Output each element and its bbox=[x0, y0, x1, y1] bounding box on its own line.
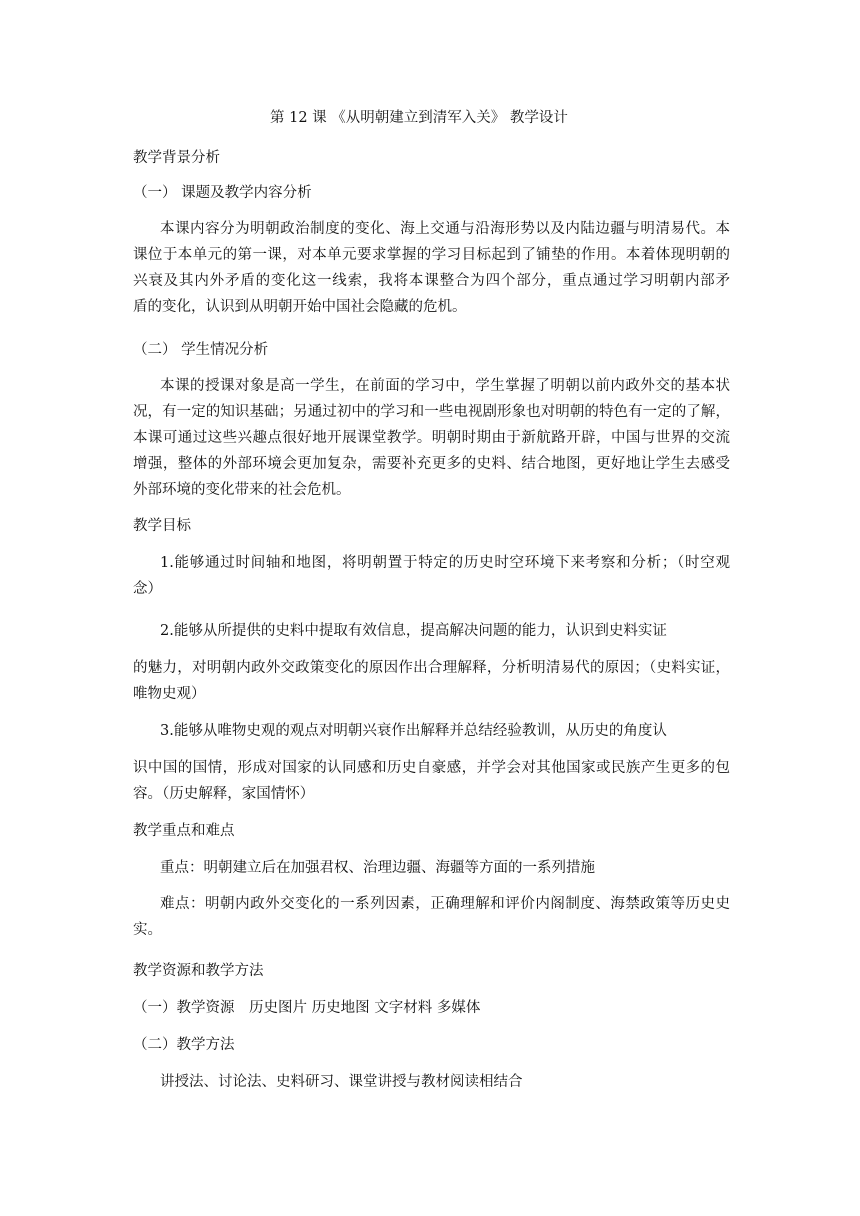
document-title: 第 12 课 《从明朝建立到清军入关》 教学设计 bbox=[270, 110, 568, 126]
paragraph-line: 增强，整体的外部环境会更加复杂，需要补充更多的史料、结合地图，更好地让学生去感受 bbox=[133, 456, 730, 472]
paragraph-line: 本课内容分为明朝政治制度的变化、海上交通与沿海形势以及内陆边疆与明清易代。本 bbox=[160, 221, 730, 237]
heading-background: 教学背景分析 bbox=[133, 150, 220, 166]
resources-line: （一）教学资源 历史图片 历史地图 文字材料 多媒体 bbox=[133, 1000, 481, 1016]
goal-3-line: 3.能够从唯物史观的观点对明朝兴衰作出解释并总结经验教训，从历史的角度认 bbox=[160, 723, 667, 739]
subheading-student-analysis: （二） 学生情况分析 bbox=[133, 342, 269, 358]
paragraph-line: 况，有一定的知识基础；另通过初中的学习和一些电视剧形象也对明朝的特色有一定的了解， bbox=[133, 404, 730, 420]
goal-3-line: 容。（历史解释，家国情怀） bbox=[133, 786, 315, 802]
goal-1-line: 1.能够通过时间轴和地图，将明朝置于特定的历史时空环境下来考察和分析；（时空观 bbox=[160, 555, 730, 571]
goal-3-line: 识中国的国情，形成对国家的认同感和历史自豪感，并学会对其他国家或民族产生更多的包 bbox=[133, 760, 730, 776]
goal-2-line: 唯物史观） bbox=[133, 686, 206, 702]
difficulty-line: 难点：明朝内政外交变化的一系列因素，正确理解和评价内阁制度、海禁政策等历史史 bbox=[160, 896, 730, 912]
goal-1-line: 念） bbox=[133, 581, 162, 597]
methods-heading: （二）教学方法 bbox=[133, 1037, 235, 1053]
heading-keypoints: 教学重点和难点 bbox=[133, 823, 235, 839]
paragraph-line: 兴衰及其内外矛盾的变化这一线索，我将本课整合为四个部分，重点通过学习明朝内部矛 bbox=[133, 273, 730, 289]
paragraph-line: 盾的变化，认识到从明朝开始中国社会隐藏的危机。 bbox=[133, 299, 467, 315]
paragraph-line: 本课的授课对象是高一学生，在前面的学习中，学生掌握了明朝以前内政外交的基本状 bbox=[160, 378, 730, 394]
heading-goals: 教学目标 bbox=[133, 518, 191, 534]
paragraph-line: 外部环境的变化带来的社会危机。 bbox=[133, 482, 351, 498]
difficulty-line: 实。 bbox=[133, 922, 162, 938]
heading-resources: 教学资源和教学方法 bbox=[133, 963, 264, 979]
methods-line: 讲授法、讨论法、史料研习、课堂讲授与教材阅读相结合 bbox=[160, 1074, 523, 1090]
subheading-topic-analysis: （一） 课题及教学内容分析 bbox=[133, 185, 312, 201]
goal-2-line: 的魅力，对明朝内政外交政策变化的原因作出合理解释，分析明清易代的原因；（史料实证， bbox=[133, 660, 730, 676]
key-point: 重点：明朝建立后在加强君权、治理边疆、海疆等方面的一系列措施 bbox=[160, 860, 595, 876]
goal-2-line: 2.能够从所提供的史料中提取有效信息，提高解决问题的能力，认识到史料实证 bbox=[160, 623, 667, 639]
paragraph-line: 课位于本单元的第一课，对本单元要求掌握的学习目标起到了铺垫的作用。本着体现明朝的 bbox=[133, 247, 730, 263]
paragraph-line: 本课可通过这些兴趣点很好地开展课堂教学。明朝时期由于新航路开辟，中国与世界的交流 bbox=[133, 430, 730, 446]
